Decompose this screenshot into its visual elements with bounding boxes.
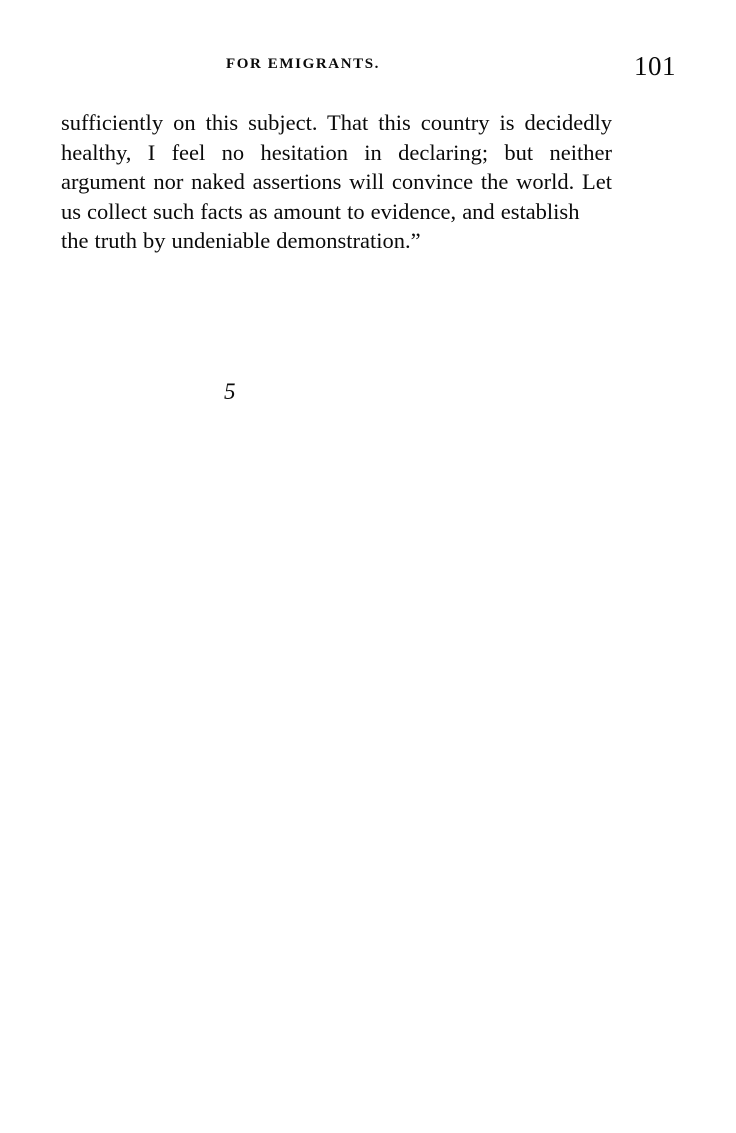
paragraph [61,108,612,256]
running-head: FOR EMIGRANTS. [225,56,381,72]
page-number: 101 [634,51,676,81]
body-text-block [61,108,612,256]
page-header [60,51,676,86]
paragraph-text: sufficiently on this subject. That this country is decidedly healthy, I feel no hesitation in declaring; but neither argument nor naked assertions will convince the world. Let us collect such facts as amount to evidence, and establish [61,110,612,224]
paragraph-last-line: the truth by undeniable demonstration.” [61,228,421,254]
signature-mark: 5 [224,379,236,404]
